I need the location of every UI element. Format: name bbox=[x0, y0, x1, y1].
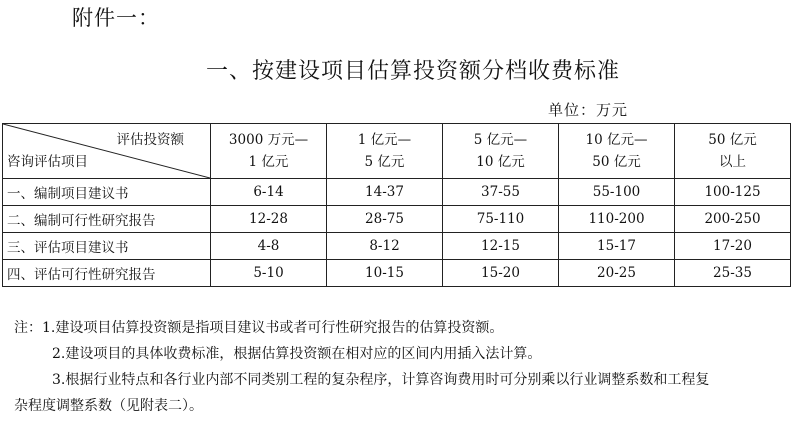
note-3: 3.根据行业特点和各行业内部不同类别工程的复杂程序，计算咨询费用时可分别乘以行业调整系数和工程复 bbox=[52, 372, 710, 388]
table-row bbox=[3, 233, 791, 260]
table-cell: 17-20 bbox=[675, 233, 791, 260]
notes-section bbox=[14, 315, 789, 419]
table-cell: 37-55 bbox=[443, 179, 559, 206]
column-header bbox=[327, 124, 443, 179]
column-header-line1: 10 亿元— bbox=[585, 132, 648, 148]
table-cell: 5-10 bbox=[211, 260, 327, 287]
table-header-row bbox=[3, 124, 791, 179]
row-item-label: 二、编制可行性研究报告 bbox=[3, 206, 211, 233]
row-item-label: 四、评估可行性研究报告 bbox=[3, 260, 211, 287]
column-header-line2: 1 亿元 bbox=[248, 154, 289, 170]
column-header bbox=[443, 124, 559, 179]
column-header bbox=[559, 124, 675, 179]
table-cell: 12-28 bbox=[211, 206, 327, 233]
table-cell: 200-250 bbox=[675, 206, 791, 233]
column-header-line2: 5 亿元 bbox=[364, 154, 405, 170]
note-1: 注：1.建设项目估算投资额是指项目建议书或者可行性研究报告的估算投资额。 bbox=[14, 320, 504, 336]
table-cell: 15-20 bbox=[443, 260, 559, 287]
corner-bottom-label: 咨询评估项目 bbox=[7, 154, 88, 170]
attachment-label: 附件一： bbox=[72, 6, 160, 30]
fee-table bbox=[2, 123, 791, 287]
row-item-label: 三、评估项目建议书 bbox=[3, 233, 211, 260]
unit-label: 单位：万元 bbox=[548, 101, 629, 119]
column-header-line1: 50 亿元 bbox=[708, 132, 757, 148]
table-cell: 15-17 bbox=[559, 233, 675, 260]
table-cell: 55-100 bbox=[559, 179, 675, 206]
table-cell: 25-35 bbox=[675, 260, 791, 287]
note-2: 2.建设项目的具体收费标准，根据估算投资额在相对应的区间内用插入法计算。 bbox=[52, 346, 542, 362]
column-header-line2: 以上 bbox=[719, 154, 746, 170]
column-header bbox=[211, 124, 327, 179]
table-cell: 110-200 bbox=[559, 206, 675, 233]
column-header bbox=[675, 124, 791, 179]
table-cell: 20-25 bbox=[559, 260, 675, 287]
table-corner-cell bbox=[3, 124, 211, 179]
note-3-continued: 杂程度调整系数（见附表二）。 bbox=[14, 398, 203, 414]
page-title: 一、按建设项目估算投资额分档收费标准 bbox=[205, 59, 620, 84]
column-header-line1: 3000 万元— bbox=[228, 132, 309, 148]
column-header-line2: 50 亿元 bbox=[592, 154, 641, 170]
column-header-line1: 1 亿元— bbox=[357, 132, 412, 148]
corner-top-label: 评估投资额 bbox=[116, 132, 184, 148]
table-cell: 12-15 bbox=[443, 233, 559, 260]
row-item-label: 一、编制项目建议书 bbox=[3, 179, 211, 206]
table-cell: 28-75 bbox=[327, 206, 443, 233]
table-row bbox=[3, 206, 791, 233]
column-header-line1: 5 亿元— bbox=[473, 132, 528, 148]
table-cell: 100-125 bbox=[675, 179, 791, 206]
table-cell: 10-15 bbox=[327, 260, 443, 287]
table-cell: 4-8 bbox=[211, 233, 327, 260]
table-cell: 8-12 bbox=[327, 233, 443, 260]
table-cell: 14-37 bbox=[327, 179, 443, 206]
column-header-line2: 10 亿元 bbox=[476, 154, 525, 170]
table-cell: 6-14 bbox=[211, 179, 327, 206]
table-row bbox=[3, 260, 791, 287]
table-row bbox=[3, 179, 791, 206]
table-cell: 75-110 bbox=[443, 206, 559, 233]
